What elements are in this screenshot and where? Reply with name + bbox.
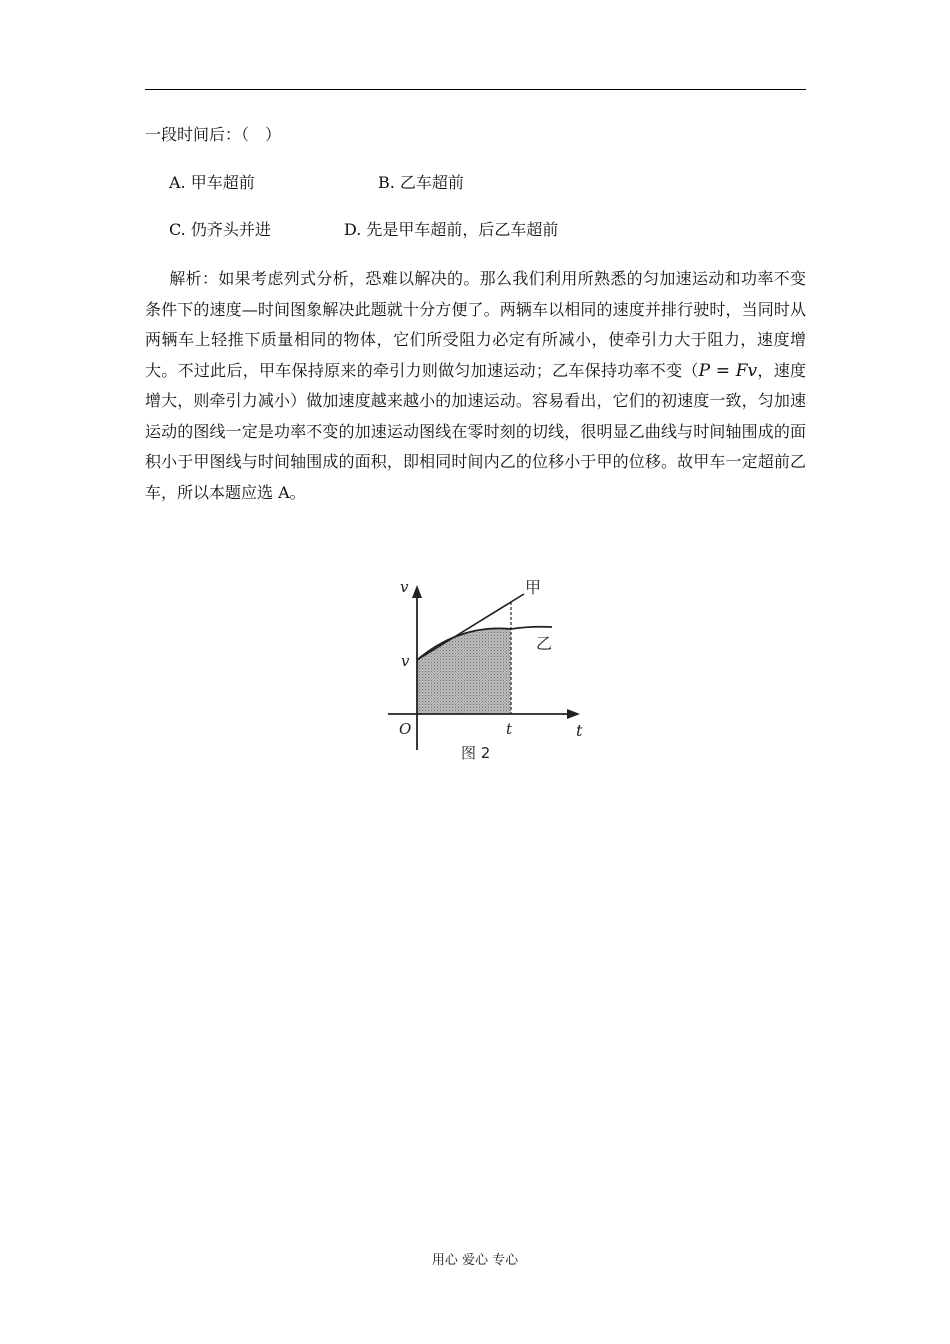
origin-label: O bbox=[399, 720, 412, 738]
page-footer: 用心 爱心 专心 bbox=[431, 1253, 519, 1268]
line-a-label: 甲 bbox=[525, 578, 542, 597]
header-rule bbox=[145, 89, 806, 90]
velocity-time-figure bbox=[380, 572, 590, 768]
option-c: C. 仍齐头并进 bbox=[169, 220, 271, 239]
option-d: D. 先是甲车超前，后乙车超前 bbox=[344, 220, 559, 239]
option-b: B. 乙车超前 bbox=[378, 173, 464, 192]
analysis-paragraph bbox=[145, 264, 806, 508]
y-axis-arrow bbox=[412, 585, 422, 598]
v0-label: v bbox=[401, 652, 410, 670]
y-axis-label: v bbox=[400, 578, 409, 596]
x-axis-label: t bbox=[576, 721, 583, 740]
shaded-area bbox=[417, 628, 511, 714]
analysis-text-2: ，速度增大，则牵引力减小）做加速度越来越小的加速运动。容易看出，它们的初速度一致，匀加速运动的图线一定是功率不变的加速运动图线在零时刻的切线，很明显乙曲线与时间轴围成的面积小于甲图线与时间轴围成的面积，即相同时间内乙的位移小于甲的位移。故甲车一定超前乙车，所以本题应选 A。 bbox=[145, 360, 806, 502]
option-a: A. 甲车超前 bbox=[169, 173, 255, 192]
power-formula: P = Fv bbox=[698, 360, 758, 381]
analysis-text-1: 解析：如果考虑列式分析，恐难以解决的。那么我们利用所熟悉的匀加速运动和功率不变条件下的速度—时间图象解决此题就十分方便了。两辆车以相同的速度并排行驶时，当同时从两辆车上轻推下质量相同的物体，它们所受阻力必定有所减小，使牵引力大于阻力，速度增大。不过此后，甲车保持原来的牵引力则做匀加速运动；乙车保持功率不变（ bbox=[145, 269, 806, 380]
t-tick-label: t bbox=[506, 720, 513, 738]
line-b-label: 乙 bbox=[536, 634, 553, 653]
figure-caption: 图 2 bbox=[461, 744, 491, 762]
x-axis-arrow bbox=[567, 709, 580, 719]
question-stem: 一段时间后：（ ） bbox=[145, 125, 282, 144]
